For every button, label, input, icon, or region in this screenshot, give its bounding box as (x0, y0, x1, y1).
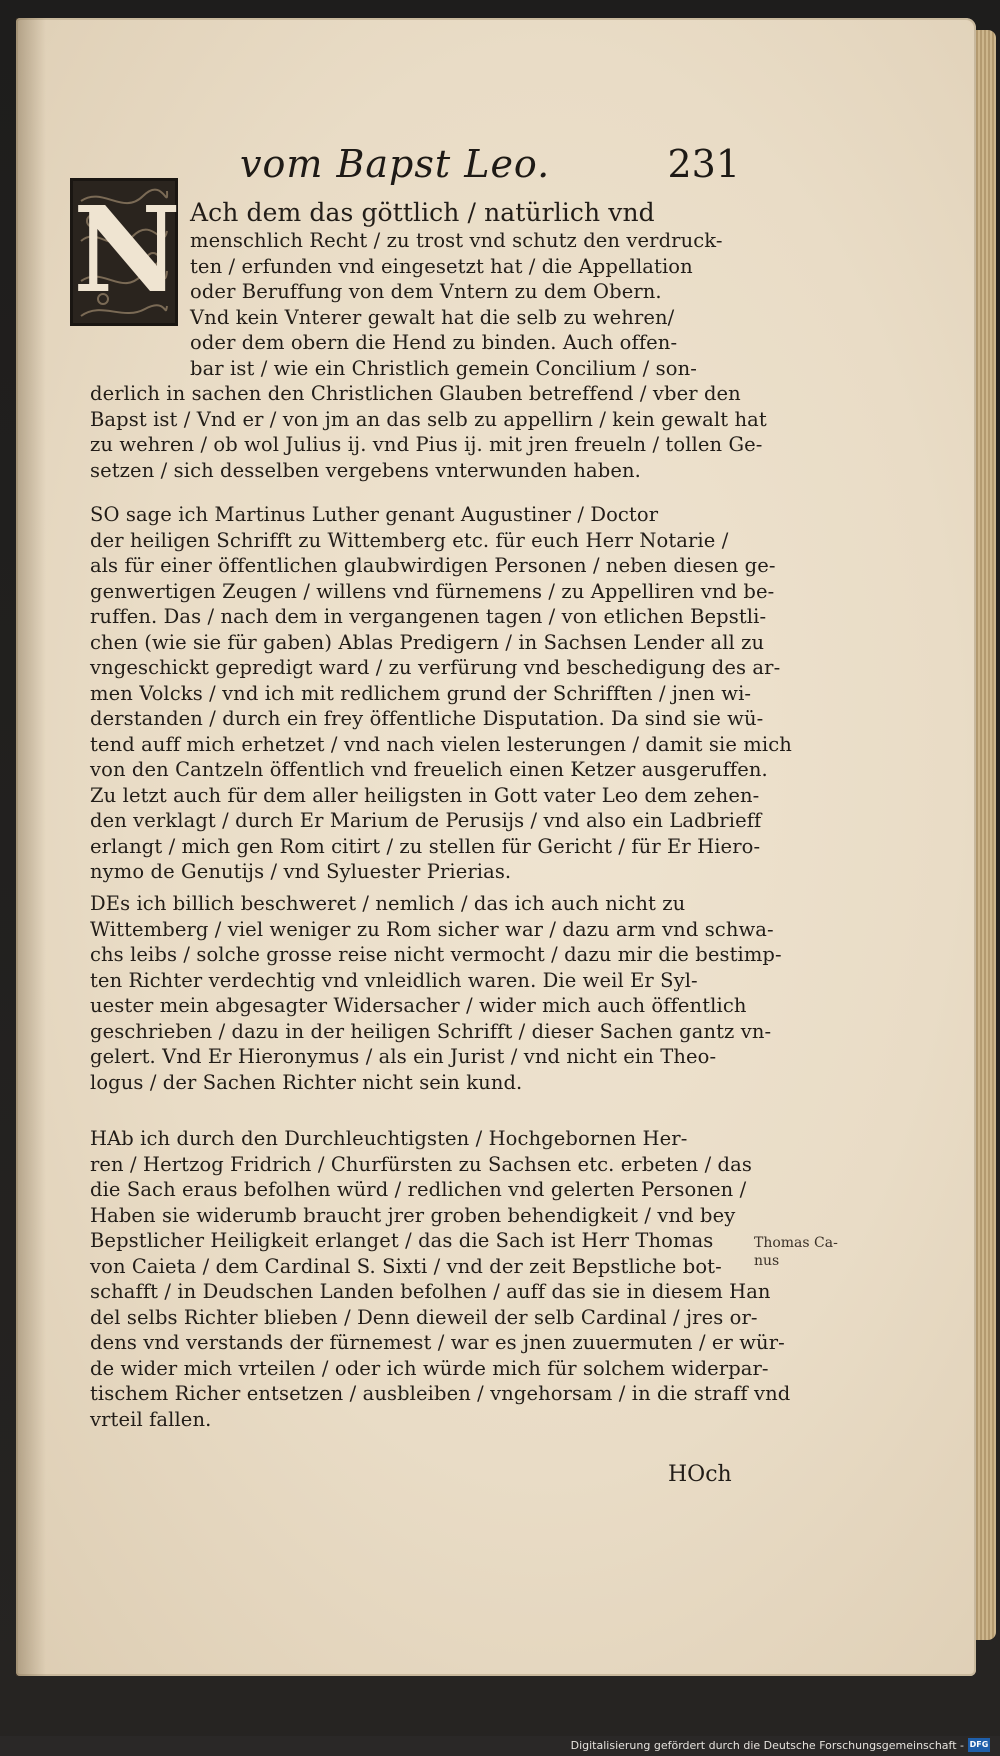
text-line: oder dem obern die Hend zu binden. Auch offen- (190, 331, 678, 354)
margin-note-line: Thomas Ca- (754, 1235, 838, 1251)
text-line: ruffen. Das / nach dem in vergangenen tagen / von etlichen Bepstli- (90, 605, 767, 628)
text-line: zu wehren / ob wol Julius ij. vnd Pius ij. mit jren freueln / tollen Ge- (90, 433, 763, 456)
text-line: vngeschickt gepredigt ward / zu verfürung vnd beschedigung des ar- (90, 656, 781, 679)
page-number: 231 (667, 142, 740, 186)
text-line: derstanden / durch ein frey öffentliche Disputation. Da sind sie wü- (90, 707, 764, 730)
text-line: die Sach eraus befolhen würd / redlichen vnd gelerten Personen / (90, 1178, 747, 1201)
text-line: uester mein abgesagter Widersacher / wider mich auch öffentlich (90, 994, 747, 1017)
text-line: Zu letzt auch für dem aller heiligsten in Gott vater Leo dem zehen- (90, 783, 760, 807)
text-line: der heiligen Schrifft zu Wittemberg etc. für euch Herr Notarie / (90, 528, 729, 552)
margin-note-line: nus (754, 1253, 780, 1269)
text-line: chen (wie sie für gaben) Ablas Predigern / in Sachsen Lender all zu (90, 630, 765, 654)
running-head: vom Bapst Leo. (240, 142, 551, 186)
text-line: Vnd kein Vnterer gewalt hat die selb zu wehren/ (190, 305, 675, 329)
text-line: geschrieben / dazu in der heiligen Schrifft / dieser Sachen gantz vn- (90, 1019, 772, 1043)
text-line: DEs ich billich beschweret / nemlich / das ich auch nicht zu (90, 892, 686, 915)
catchword: HOch (668, 1462, 732, 1487)
text-line: tischem Richer entsetzen / ausbleiben / vngehorsam / in die straff vnd (90, 1382, 791, 1405)
text-line: schafft / in Deudschen Landen befolhen / auff das sie in diesem Han (90, 1280, 771, 1303)
text-line: oder Beruffung von dem Vntern zu dem Obern. (190, 280, 662, 303)
margin-note (754, 1234, 864, 1270)
text-line: HAb ich durch den Durchleuchtigsten / Hochgebornen Her- (90, 1127, 688, 1150)
text-line: dens vnd verstands der fürnemest / war es jnen zuuermuten / er wür- (90, 1331, 785, 1354)
text-line: Haben sie widerumb braucht jrer groben behendigkeit / vnd bey (90, 1203, 736, 1227)
text-line: del selbs Richter blieben / Denn dieweil der selb Cardinal / jres or- (90, 1305, 758, 1329)
paragraph-2 (90, 502, 792, 885)
text-line: Bapst ist / Vnd er / von jm an das selb zu appellirn / kein gewalt hat (90, 407, 767, 431)
text-line: ren / Hertzog Fridrich / Churfürsten zu Sachsen etc. erbeten / das (90, 1152, 752, 1176)
text-line: Ach dem das göttlich / natürlich vnd (190, 198, 655, 227)
text-line: den verklagt / durch Er Marium de Perusijs / vnd also ein Ladbrieff (90, 809, 762, 832)
text-line: erlangt / mich gen Rom citirt / zu stellen für Gericht / für Er Hiero- (90, 834, 761, 858)
paragraph-3 (90, 891, 782, 1095)
text-line: von den Cantzeln öffentlich vnd freuelich einen Ketzer ausgeruffen. (90, 758, 768, 781)
paragraph-1 (90, 198, 767, 483)
text-line: chs leibs / solche grosse reise nicht vermocht / dazu mir die bestimp- (90, 943, 782, 966)
text-line: SO sage ich Martinus Luther genant Augustiner / Doctor (90, 503, 659, 526)
text-line: Bepstlicher Heiligkeit erlanget / das die Sach ist Herr Thomas (90, 1229, 714, 1252)
page-header (240, 142, 740, 192)
text-line: de wider mich vrteilen / oder ich würde mich für solchem widerpar- (90, 1356, 769, 1380)
text-line: tend auff mich erhetzet / vnd nach vielen lesterungen / damit sie mich (90, 732, 792, 756)
text-line: gelert. Vnd Er Hieronymus / als ein Jurist / vnd nicht ein Theo- (90, 1045, 717, 1068)
text-line: von Caieta / dem Cardinal S. Sixti / vnd der zeit Bepstliche bot- (90, 1254, 722, 1278)
page-gutter-shadow (16, 18, 46, 1676)
text-line: men Volcks / vnd ich mit redlichem grund der Schrifften / jnen wi- (90, 681, 752, 705)
dfg-logo: DFG (968, 1738, 990, 1752)
text-line: ten Richter verdechtig vnd vnleidlich waren. Die weil Er Syl- (90, 968, 698, 992)
text-line: setzen / sich desselben vergebens vnterwunden haben. (90, 458, 641, 482)
text-line: als für einer öffentlichen glaubwirdigen Personen / neben diesen ge- (90, 554, 776, 577)
text-line: menschlich Recht / zu trost vnd schutz den verdruck- (190, 229, 723, 252)
initial-letter: N (73, 180, 181, 319)
text-line: bar ist / wie ein Christlich gemein Concilium / son- (190, 356, 697, 380)
text-line: logus / der Sachen Richter nicht sein kund. (90, 1070, 523, 1094)
text-line: derlich in sachen den Christlichen Glauben betreffend / vber den (90, 382, 741, 405)
text-line: genwertigen Zeugen / willens vnd fürnemens / zu Appelliren vnd be- (90, 579, 775, 603)
text-line: ten / erfunden vnd eingesetzt hat / die Appellation (190, 254, 693, 278)
text-line: nymo de Genutijs / vnd Syluester Prierias. (90, 860, 512, 883)
funding-credit: Digitalisierung gefördert durch die Deutsche Forschungsgemeinschaft - (570, 1739, 964, 1752)
text-line: vrteil fallen. (90, 1407, 212, 1431)
text-line: Wittemberg / viel weniger zu Rom sicher war / dazu arm vnd schwa- (90, 917, 774, 941)
